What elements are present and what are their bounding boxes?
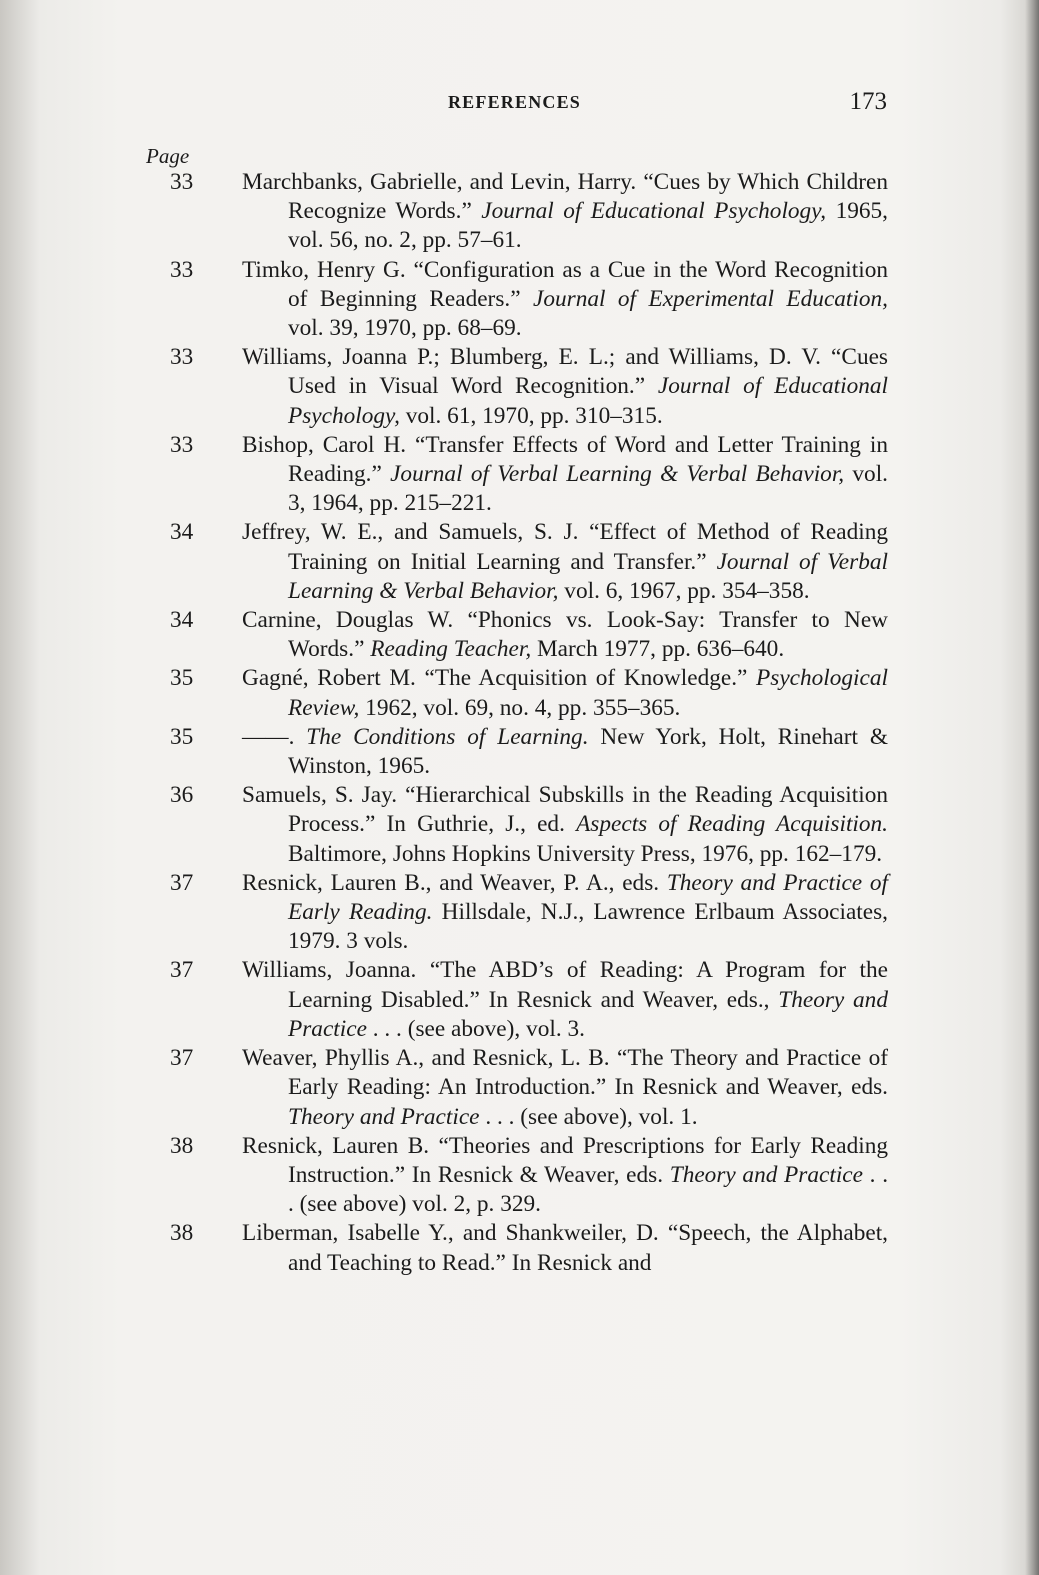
reference-citation xyxy=(242,431,888,519)
reference-entry xyxy=(150,1219,888,1277)
citation-text: Bishop, Carol H. “Transfer Effects of Word and Letter Training in Reading.” xyxy=(242,431,888,488)
page-edge-shadow xyxy=(1025,0,1039,1575)
reference-entry xyxy=(150,956,888,1044)
reference-citation xyxy=(242,343,888,431)
citation-text: New York, Holt, Rinehart & Winston, 1965. xyxy=(288,723,888,780)
reference-page-number: 34 xyxy=(170,519,194,546)
citation-text: 1965, vol. 56, no. 2, pp. 57–61. xyxy=(288,198,888,254)
reference-entry xyxy=(150,343,888,431)
citation-text: . . . (see above), vol. 1. xyxy=(479,1103,698,1130)
reference-citation xyxy=(242,606,888,664)
reference-citation xyxy=(242,723,888,781)
citation-title: Journal of Experimental Education, xyxy=(533,285,888,312)
page-number: 173 xyxy=(849,88,887,115)
citation-text: Williams, Joanna. “The ABD’s of Reading: A Program for the Learning Disabled.” In Resnick and Weaver, eds., xyxy=(242,957,888,1013)
citation-text: ——. xyxy=(242,723,307,750)
page-header xyxy=(142,88,887,124)
citation-title: Theory and Practice xyxy=(288,1103,480,1130)
citation-text: Weaver, Phyllis A., and Resnick, L. B. “The Theory and Practice of Early Reading: An Introduction.” In Resnick and Weaver, eds. xyxy=(242,1045,888,1101)
citation-text: Baltimore, Johns Hopkins University Press, 1976, pp. 162–179. xyxy=(288,840,883,867)
reference-page-number: 34 xyxy=(170,607,194,634)
reference-citation xyxy=(242,256,888,344)
reference-citation xyxy=(242,664,888,722)
citation-title: Theory and Practice xyxy=(288,986,888,1042)
citation-title: Journal of Educational Psychology, xyxy=(288,373,888,429)
citation-text: Carnine, Douglas W. “Phonics vs. Look-Say: Transfer to New Words.” xyxy=(242,607,888,663)
citation-text: Resnick, Lauren B. “Theories and Prescriptions for Early Reading Instruction.” In Resnick & Weaver, eds. xyxy=(242,1132,888,1188)
page-column-label: Page xyxy=(146,144,190,168)
reference-entry xyxy=(150,869,888,957)
citation-title: Psychological Review, xyxy=(288,665,888,721)
reference-entry xyxy=(150,1132,888,1220)
reference-page-number: 38 xyxy=(170,1132,194,1159)
citation-text: vol. 3, 1964, pp. 215–221. xyxy=(288,461,888,517)
citation-title: Theory and Practice of Early Reading. xyxy=(288,869,888,926)
reference-page-number: 33 xyxy=(170,431,194,458)
citation-text: Williams, Joanna P.; Blumberg, E. L.; and Williams, D. V. “Cues Used in Visual Word Recognition.” xyxy=(242,344,888,400)
citation-text: 1962, vol. 69, no. 4, pp. 355–365. xyxy=(359,694,681,721)
reference-page-number: 33 xyxy=(170,169,194,195)
citation-text: vol. 39, 1970, pp. 68–69. xyxy=(288,315,522,342)
citation-text: Hillsdale, N.J., Lawrence Erlbaum Associates, 1979. 3 vols. xyxy=(288,899,889,955)
reference-page-number: 33 xyxy=(170,344,194,371)
citation-title: The Conditions of Learning. xyxy=(306,723,589,750)
reference-entry xyxy=(150,723,888,781)
citation-title: Journal of Verbal Learning & Verbal Behavior, xyxy=(390,461,845,488)
reference-page-number: 35 xyxy=(170,665,194,692)
reference-citation xyxy=(242,1044,888,1132)
reference-entry xyxy=(150,168,888,256)
reference-page-number: 33 xyxy=(170,256,194,283)
citation-text: Resnick, Lauren B., and Weaver, P. A., eds. xyxy=(242,869,667,896)
citation-text: vol. 61, 1970, pp. 310–315. xyxy=(399,402,663,429)
citation-title: Reading Teacher, xyxy=(370,636,532,663)
reference-citation xyxy=(242,956,888,1044)
citation-title: Journal of Verbal Learning & Verbal Behavior, xyxy=(288,548,888,604)
reference-entry xyxy=(150,664,888,722)
running-head: REFERENCES xyxy=(447,92,582,112)
citation-text: . . . (see above), vol. 3. xyxy=(366,1015,585,1042)
reference-entry xyxy=(150,431,888,519)
reference-entry xyxy=(150,781,888,869)
reference-list xyxy=(150,168,888,1278)
reference-citation xyxy=(242,1219,888,1277)
reference-page-number: 38 xyxy=(170,1220,194,1247)
citation-text: . . . (see above) vol. 2, p. 329. xyxy=(288,1161,889,1218)
reference-entry xyxy=(150,518,888,606)
reference-entry xyxy=(150,256,888,344)
reference-page-number: 36 xyxy=(170,782,194,809)
citation-text: Timko, Henry G. “Configuration as a Cue in the Word Recognition of Beginning Readers.” xyxy=(242,256,888,312)
citation-text: Gagné, Robert M. “The Acquisition of Knowledge.” xyxy=(242,665,757,692)
citation-text: March 1977, pp. 636–640. xyxy=(531,636,785,663)
citation-text: vol. 6, 1967, pp. 354–358. xyxy=(558,577,810,604)
reference-citation xyxy=(242,168,888,256)
reference-entry xyxy=(150,606,888,664)
citation-text: Jeffrey, W. E., and Samuels, S. J. “Effect of Method of Reading Training on Initial Learning and Transfer.” xyxy=(242,519,888,575)
citation-title: Aspects of Reading Acquisition. xyxy=(576,811,889,838)
reference-page-number: 37 xyxy=(170,957,194,984)
citation-title: Theory and Practice xyxy=(669,1161,863,1188)
reference-citation xyxy=(242,1132,888,1220)
citation-text: Samuels, S. Jay. “Hierarchical Subskills in the Reading Acquisition Process.” In Guthrie, J., ed. xyxy=(242,782,888,838)
reference-page-number: 35 xyxy=(170,723,194,750)
reference-citation xyxy=(242,781,888,869)
reference-entry xyxy=(150,1044,888,1132)
reference-citation xyxy=(242,869,888,957)
reference-page-number: 37 xyxy=(170,1045,194,1072)
citation-title: Journal of Educational Psychology, xyxy=(481,198,827,225)
citation-text: Marchbanks, Gabrielle, and Levin, Harry. “Cues by Which Children Recognize Words.” xyxy=(242,169,888,225)
citation-text: Liberman, Isabelle Y., and Shankweiler, D. “Speech, the Alphabet, and Teaching to Read.” In Resnick and xyxy=(242,1220,888,1276)
reference-page-number: 37 xyxy=(170,869,194,896)
reference-citation xyxy=(242,518,888,606)
